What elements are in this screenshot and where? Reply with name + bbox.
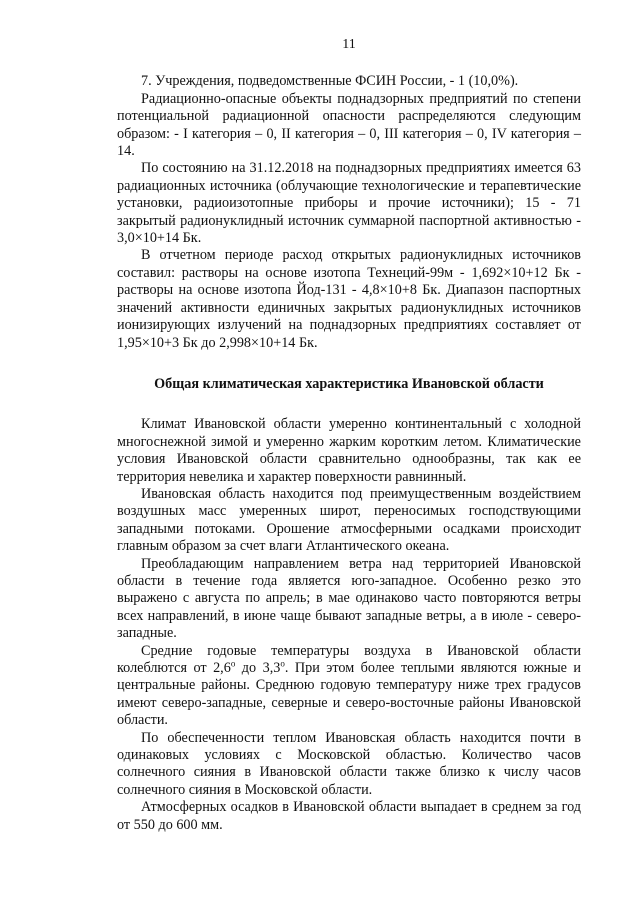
- document-page: [117, 36, 581, 834]
- paragraph-wind: Преобладающим направлением ветра над территорией Ивановской области в течение года является юго-западное. Особенно резко это выражено с августа по апрель; в мае одинаково часто повторяются ветры всех направлений, в июне чаще бывают западные ветры, а в июле - северо-западные.: [117, 555, 581, 642]
- paragraph-isotope-consumption: В отчетном периоде расход открытых радионуклидных источников составил: растворы на основе изотопа Технеций-99м - 1,692×10+12 Бк - растворы на основе изотопа Йод-131 - 4,8×10+8 Бк. Диапазон паспортных значений активности единичных закрытых радионуклидных источников ионизирующих излучений на поднадзорных предприятиях составляет от 1,95×10+3 Бк до 2,998×10+14 Бк.: [117, 247, 581, 351]
- paragraph-precipitation: Атмосферных осадков в Ивановской области выпадает в среднем за год от 550 до 600 мм.: [117, 799, 581, 833]
- temperature-text-3: . При этом более теплыми являются южные и центральные районы. Среднюю годовую температуру ниже трех градусов имеют северо-западные, северные и северо-восточные районы Ивановской области.: [117, 660, 581, 729]
- paragraph-radiation-sources: По состоянию на 31.12.2018 на поднадзорных предприятиях имеется 63 радиационных источника (облучающие технологические и терапевтические установки, радиоизотопные приборы и прочие источники); 15 - 71 закрытый радионуклидный источник суммарной паспортной активностью - 3,0×10+14 Бк.: [117, 160, 581, 247]
- degree-mark-2: о: [280, 658, 285, 669]
- paragraph-heat-supply: По обеспеченности теплом Ивановская область находится почти в одинаковых условиях с Московской областью. Количество часов солнечного сияния в Ивановской области также близко к числу часов солнечного сияния в Московской области.: [117, 729, 581, 798]
- section-heading: Общая климатическая характеристика Ивановской области: [154, 375, 544, 392]
- paragraph-fsin: 7. Учреждения, подведомственные ФСИН России, - 1 (10,0%).: [141, 73, 519, 90]
- degree-mark-1: о: [230, 658, 236, 669]
- page-number: 11: [342, 37, 356, 52]
- paragraph-air-masses: Ивановская область находится под преимущественным воздействием воздушных масс умеренных широт, переносимых господствующими западными потоками. Орошение атмосферными осадками происходит главным образом за счет влаги Атлантического океана.: [117, 485, 581, 555]
- temperature-text-1: Средние годовые температуры воздуха в Ивановской области колеблются от 2,6: [117, 642, 581, 676]
- paragraph-temperature: [117, 643, 581, 730]
- temperature-text-2: до 3,3: [235, 660, 281, 676]
- paragraph-climate-general: Климат Ивановской области умеренно континентальный с холодной многоснежной зимой и умеренно жарким коротким летом. Климатические условия Ивановской области сравнительно однообразны, так как ее территория невелика и характер поверхности равнинный.: [117, 416, 581, 485]
- paragraph-hazard-categories: Радиационно-опасные объекты поднадзорных предприятий по степени потенциальной радиационной опасности распределяются следующим образом: - I категория – 0, II категория – 0, III категория – 0, IV категория – 14.: [117, 90, 581, 160]
